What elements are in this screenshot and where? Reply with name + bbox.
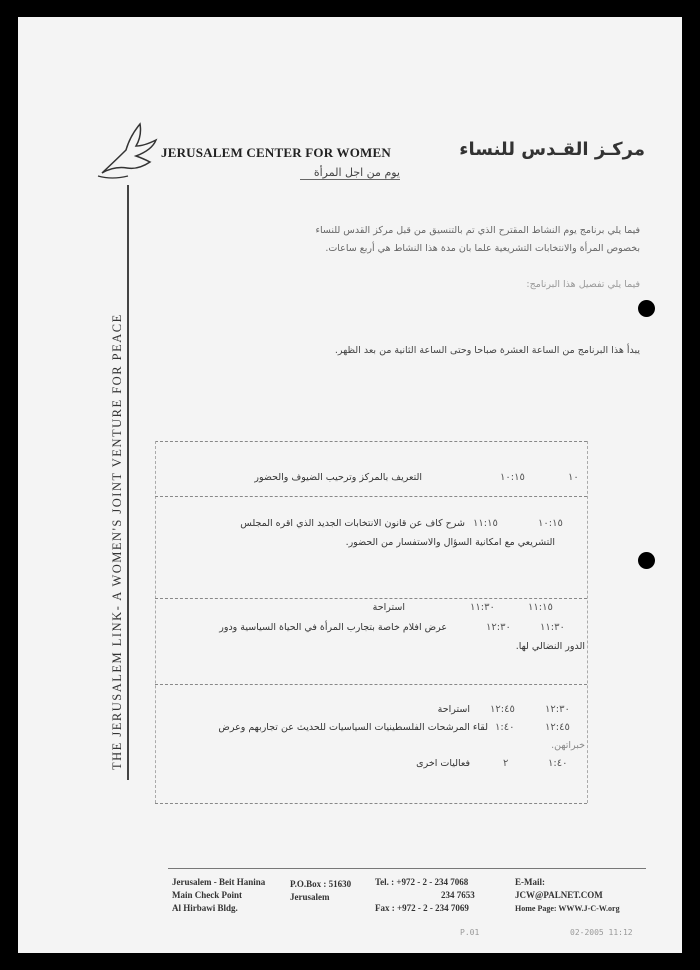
address-line: Main Check Point [172, 890, 243, 900]
activity-line: التشريعي مع امكانية السؤال والاستفسار من الحضور. [345, 537, 555, 548]
footer-phones [375, 876, 475, 915]
activity-line: الدور النضالي لها. [515, 641, 585, 652]
footer-pobox [290, 878, 351, 904]
punch-hole [638, 552, 655, 569]
fax-timestamp: 02-2005 11:12 [570, 928, 633, 937]
arabic-organization-name: مركـز القـدس للنساء [459, 139, 645, 160]
time-from: ١٢:٤٥ [545, 722, 570, 733]
activity-line: التعريف بالمركز وترحيب الضيوف والحضور [254, 472, 422, 483]
time-to: ١٢:٣٠ [486, 622, 511, 633]
activity-line: لقاء المرشحات الفلسطينيات السياسيات للحديث عن تجاربهم وعرض [218, 722, 488, 733]
arabic-tagline: يوم من اجل المرأة [300, 166, 400, 180]
email-label: E-Mail: [515, 877, 545, 887]
time-from: ١٢:٣٠ [545, 704, 570, 715]
time-to: ١٠:١٥ [500, 472, 525, 483]
activity-line: استراحة [437, 704, 470, 715]
activity-line: شرح كاف عن قانون الانتخابات الجديد الذي اقره المجلس [240, 518, 465, 529]
fax-page-number: P.01 [460, 928, 480, 937]
table-rule [155, 496, 587, 497]
dove-logo-icon [92, 118, 162, 188]
intro-line-2: بخصوص المرأة والانتخابات التشريعية علما بان مدة هذا النشاط هي أربع ساعات. [325, 243, 640, 254]
table-rule [155, 803, 587, 804]
footer-rule [168, 868, 646, 869]
activity-line: خبراتهن. [551, 740, 585, 751]
intro-line-1: فيما يلي برنامج يوم النشاط المقترح الذي تم بالتنسيق من قبل مركز القدس للنساء [315, 225, 640, 236]
time-from: ١١:١٥ [528, 602, 553, 613]
table-rule [587, 441, 588, 803]
vertical-slogan: THE JERUSALEM LINK- A WOMEN'S JOINT VENTURE FOR PEACE [110, 313, 124, 770]
activity-line: فعاليات اخرى [416, 758, 470, 769]
time-from: ١:٤٠ [548, 758, 568, 769]
english-organization-name: JERUSALEM CENTER FOR WOMEN [161, 145, 391, 160]
intro-line-4: يبدأ هذا البرنامج من الساعة العشرة صباحا وحتى الساعة الثانية من بعد الظهر. [334, 345, 640, 356]
letterhead-vertical-rule [127, 185, 129, 780]
punch-hole [638, 300, 655, 317]
tel-line: Tel. : +972 - 2 - 234 7068 [375, 877, 469, 887]
home-page: Home Page: WWW.J-C-W.org [515, 904, 620, 913]
time-from: ١١:٣٠ [540, 622, 565, 633]
footer-address [172, 876, 265, 915]
table-rule [155, 684, 587, 685]
table-rule [155, 441, 587, 442]
time-from: ١٠ [568, 472, 579, 483]
time-to: ١١:٣٠ [470, 602, 495, 613]
time-to: ١:٤٠ [495, 722, 515, 733]
pobox-line: Jerusalem [290, 892, 330, 902]
activity-line: عرض افلام خاصة بتجارب المرأة في الحياة السياسية ودور [219, 622, 447, 633]
address-line: Al Hirbawi Bldg. [172, 903, 238, 913]
time-to: ١١:١٥ [473, 518, 498, 529]
time-to: ١٢:٤٥ [490, 704, 515, 715]
activity-line: استراحة [372, 602, 405, 613]
tel-line: 234 7653 [441, 890, 475, 900]
time-from: ١٠:١٥ [538, 518, 563, 529]
address-line: Jerusalem - Beit Hanina [172, 877, 266, 887]
time-to: ٢ [503, 758, 509, 769]
intro-line-3: فيما يلي تفصيل هذا البرنامج: [526, 279, 640, 290]
table-rule [155, 598, 587, 599]
footer-contact [515, 876, 620, 915]
pobox-line: P.O.Box : 51630 [290, 879, 352, 889]
fax-line: Fax : +972 - 2 - 234 7069 [375, 903, 469, 913]
email-address: JCW@PALNET.COM [515, 890, 603, 900]
